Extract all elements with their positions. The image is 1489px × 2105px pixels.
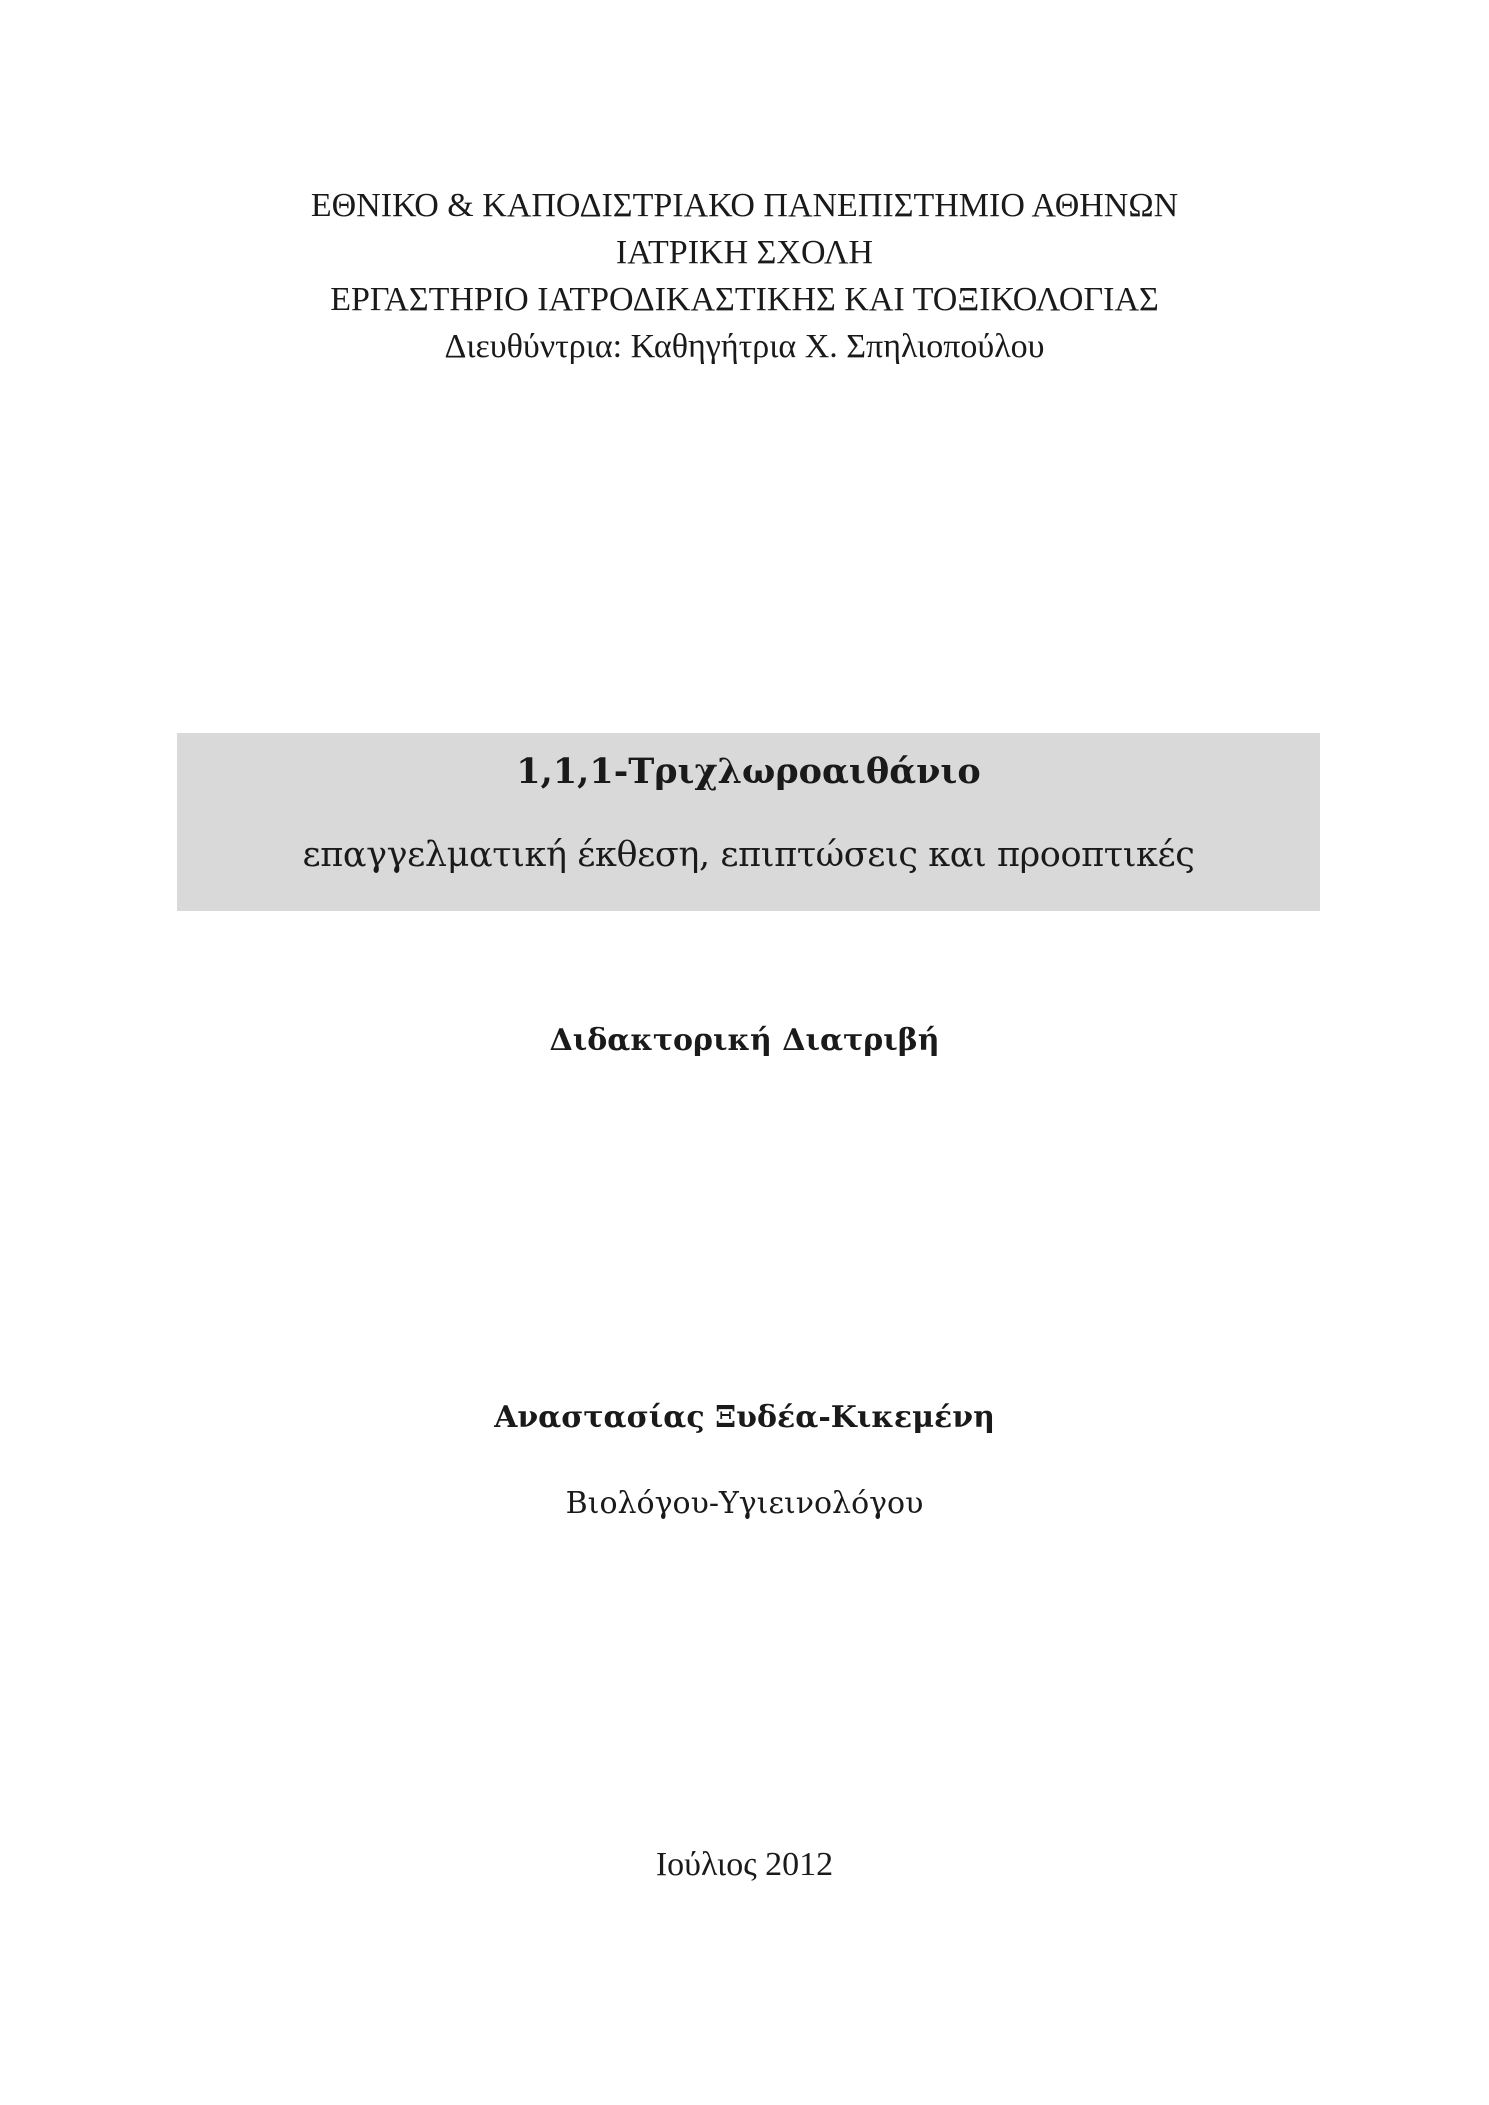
- university-name: ΕΘΝΙΚΟ & ΚΑΠΟΔΙΣΤΡΙΑΚΟ ΠΑΝΕΠΙΣΤΗΜΙΟ ΑΘΗΝΩΝ: [310, 187, 1179, 224]
- document-type: Διδακτορική Διατριβή: [549, 1023, 940, 1058]
- publication-date: Ιούλιος 2012: [655, 1846, 834, 1883]
- title-box: [177, 733, 1320, 911]
- laboratory-name: ΕΡΓΑΣΤΗΡΙΟ ΙΑΤΡΟΔΙΚΑΣΤΙΚΗΣ ΚΑΙ ΤΟΞΙΚΟΛΟΓΙΑΣ: [330, 281, 1159, 318]
- thesis-subtitle: επαγγελματική έκθεση, επιπτώσεις και προοπτικές: [302, 835, 1195, 875]
- institution-header: [0, 182, 1489, 370]
- thesis-title: 1,1,1-Τριχλωροαιθάνιο: [516, 751, 981, 792]
- school-name: ΙΑΤΡΙΚΗ ΣΧΟΛΗ: [615, 234, 874, 271]
- author-role: Βιολόγου-Υγιεινολόγου: [565, 1486, 924, 1521]
- director-name: Διευθύντρια: Καθηγήτρια Χ. Σπηλιοπούλου: [444, 328, 1045, 365]
- author-name: Αναστασίας Ξυδέα-Κικεμένη: [494, 1400, 995, 1435]
